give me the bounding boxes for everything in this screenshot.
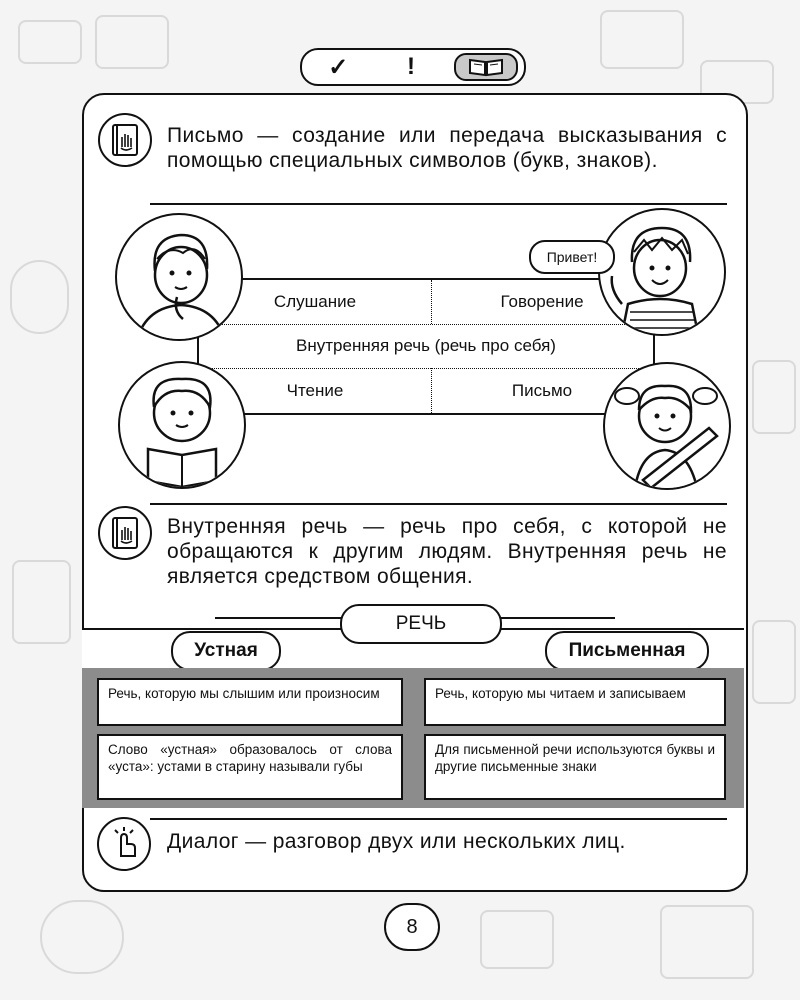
writing-girl-illustration bbox=[603, 362, 731, 490]
listening-cell: Слушание bbox=[273, 292, 357, 311]
background-doodle bbox=[600, 10, 684, 69]
book-icon bbox=[466, 57, 506, 77]
dialog-definition: Диалог — разговор двух или нескольких лиц. bbox=[167, 830, 626, 853]
background-doodle bbox=[660, 905, 754, 979]
oral-speech-label: Устная bbox=[171, 631, 281, 671]
divider bbox=[150, 503, 727, 505]
check-tab[interactable] bbox=[308, 55, 368, 79]
background-doodle bbox=[18, 20, 82, 64]
exclamation-icon: ! bbox=[406, 53, 415, 80]
divider bbox=[150, 818, 727, 820]
tip-pointing-hand-icon bbox=[97, 817, 151, 871]
section-toolbar bbox=[300, 48, 526, 86]
written-speech-box: Для письменной речи используются буквы и другие письменные знаки bbox=[424, 734, 726, 800]
background-doodle bbox=[752, 360, 796, 434]
speaking-boy-illustration bbox=[598, 208, 726, 336]
background-doodle bbox=[480, 910, 554, 969]
speech-activity-grid bbox=[197, 278, 655, 415]
background-doodle bbox=[95, 15, 169, 69]
background-doodle bbox=[40, 900, 124, 974]
page-number: 8 bbox=[384, 903, 440, 951]
checkmark-icon: ✓ bbox=[328, 53, 349, 81]
reading-cell: Чтение bbox=[286, 380, 344, 400]
book-tab[interactable] bbox=[454, 53, 518, 81]
speaking-cell: Говорение bbox=[500, 292, 584, 311]
background-doodle bbox=[752, 620, 796, 704]
exclamation-tab[interactable] bbox=[381, 55, 441, 79]
background-doodle bbox=[12, 560, 71, 644]
speech-title: РЕЧЬ bbox=[340, 604, 502, 644]
rule-book-icon bbox=[98, 113, 152, 167]
written-speech-label: Письменная bbox=[545, 631, 709, 671]
rule-book-icon bbox=[98, 506, 152, 560]
inner-speech-definition: Внутренняя речь — речь про себя, с которой не обращаются к другим людям. Внутренняя речь не является средством общения. bbox=[167, 515, 727, 588]
background-doodle bbox=[10, 260, 69, 334]
written-speech-box: Речь, которую мы читаем и записываем bbox=[424, 678, 726, 726]
oral-speech-box: Речь, которую мы слышим или произносим bbox=[97, 678, 403, 726]
reading-boy-illustration bbox=[118, 361, 246, 489]
inner-speech-cell: Внутренняя речь (речь про себя) bbox=[296, 336, 556, 355]
listening-boy-illustration bbox=[115, 213, 243, 341]
writing-cell: Письмо bbox=[511, 380, 573, 400]
writing-definition: Письмо — создание или передача высказывания с помощью специальных символов (букв, знаков). bbox=[167, 124, 727, 172]
oral-speech-box: Слово «устная» образовалось от слова «уста»: устами в старину называли губы bbox=[97, 734, 403, 800]
divider bbox=[150, 203, 727, 205]
greeting-speech-bubble: Привет! bbox=[529, 240, 615, 274]
